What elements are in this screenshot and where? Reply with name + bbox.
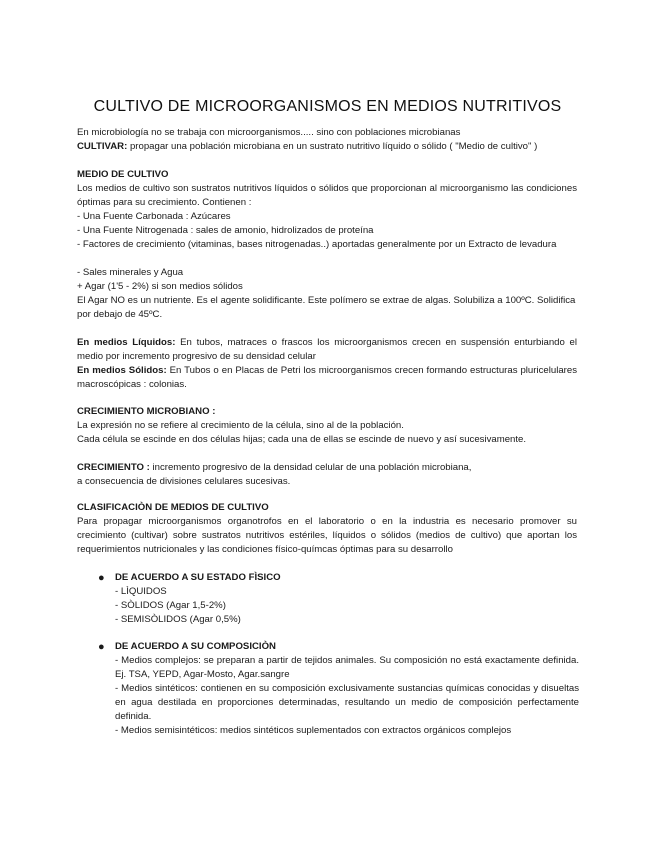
crecimiento-microbiano-heading: CRECIMIENTO MICROBIANO :: [77, 406, 216, 417]
clasificacion-text: Para propagar microorganismos organotrofos en el laboratorio o en la industria es necesario promover su crecimiento (cultivar) sobre sustratos nutritivos estériles, líquidos o sólidos (medios de cultivo) que aportan los requerimientos nutricionales y las condiciones físico-químcas óptimas para su desarrollo: [77, 516, 577, 555]
solidos-label: En medios Sólidos:: [77, 365, 167, 376]
estado-item: - LÌQUIDOS: [115, 586, 167, 597]
cultivar-paragraph: [77, 140, 577, 154]
estado-heading: DE ACUERDO A SU ESTADO FÌSICO: [115, 572, 281, 583]
medio-text: Los medios de cultivo son sustratos nutritivos líquidos o sólidos que proporcionan al microorganismo las condiciones óptimas para su crecimiento. Contienen :: [77, 183, 577, 208]
medio-item: - Factores de crecimiento (vitaminas, bases nitrogenadas..) aportadas generalmente por un Extracto de levadura: [77, 239, 557, 250]
composicion-item: - Medios semisintéticos: medios sintéticos suplementados con extractos orgánicos complejos: [115, 725, 512, 736]
crecimiento-text: incremento progresivo de la densidad celular de una población microbiana,: [149, 462, 472, 473]
solidos-paragraph: [77, 364, 577, 392]
composicion-item: - Medios sintéticos: contienen en su composición exclusivamente sustancias químicas conocidas y disueltas en agua destilada en proporciones determinadas, resultando un medio de composición perfectamente definida.: [115, 683, 579, 722]
cultivar-label: CULTIVAR:: [77, 141, 128, 152]
medio-item: - Una Fuente Nitrogenada : sales de amonio, hidrolizados de proteína: [77, 225, 374, 236]
cultivar-text: propagar una población microbiana en un sustrato nutritivo líquido o sólido ( "Medio de cultivo" ): [127, 141, 538, 152]
composicion-item: - Medios complejos: se preparan a partir de tejidos animales. Su composición no está exactamente definida. Ej. TSA, YEPD, Agar-Mosto, Agar.sangre: [115, 655, 579, 680]
intro-text: En microbiología no se trabaja con microorganismos..... sino con poblaciones microbianas: [77, 127, 461, 138]
bullet-icon: ●: [98, 572, 105, 584]
crecimiento-label: CRECIMIENTO :: [77, 462, 150, 473]
medio-item: - Una Fuente Carbonada : Azúcares: [77, 211, 231, 222]
page-title: CULTIVO DE MICROORGANISMOS EN MEDIOS NUTRITIVOS: [93, 98, 562, 115]
agar-text: El Agar NO es un nutriente. Es el agente solidificante. Este polímero se extrae de algas. Solubiliza a 100ºC. Solidifica por debajo de 45ºC.: [77, 295, 576, 320]
crecimiento-microbiano-line: Cada célula se escinde en dos células hijas; cada una de ellas se escinde de nuevo y así sucesivamente.: [77, 434, 527, 445]
liquidos-text: En tubos, matraces o frascos los microorganismos crecen en suspensión enturbiando el medio por incremento progresivo de su densidad celular: [77, 337, 578, 362]
clasificacion-heading: CLASIFICACIÒN DE MEDIOS DE CULTIVO: [77, 502, 269, 513]
medio-heading: MEDIO DE CULTIVO: [77, 169, 169, 180]
medio-item: + Agar (1'5 - 2%) si son medios sólidos: [77, 281, 243, 292]
liquidos-label: En medios Líquidos:: [77, 337, 176, 348]
medio-item: - Sales minerales y Agua: [77, 267, 184, 278]
solidos-text: En Tubos o en Placas de Petri los microorganismos crecen formando estructuras pluricelulares macroscópicas : colonias.: [77, 365, 577, 390]
bullet-icon: ●: [98, 641, 105, 653]
estado-item: - SÒLIDOS (Agar 1,5-2%): [115, 600, 226, 611]
composicion-heading: DE ACUERDO A SU COMPOSICIÒN: [115, 641, 276, 652]
crecimiento-microbiano-line: La expresión no se refiere al crecimiento de la célula, sino al de la población.: [77, 420, 404, 431]
crecimiento-paragraph: [77, 461, 577, 475]
liquidos-paragraph: [77, 336, 577, 364]
estado-item: - SEMISÒLIDOS (Agar 0,5%): [115, 614, 241, 625]
crecimiento-line: a consecuencia de divisiones celulares sucesivas.: [77, 476, 291, 487]
